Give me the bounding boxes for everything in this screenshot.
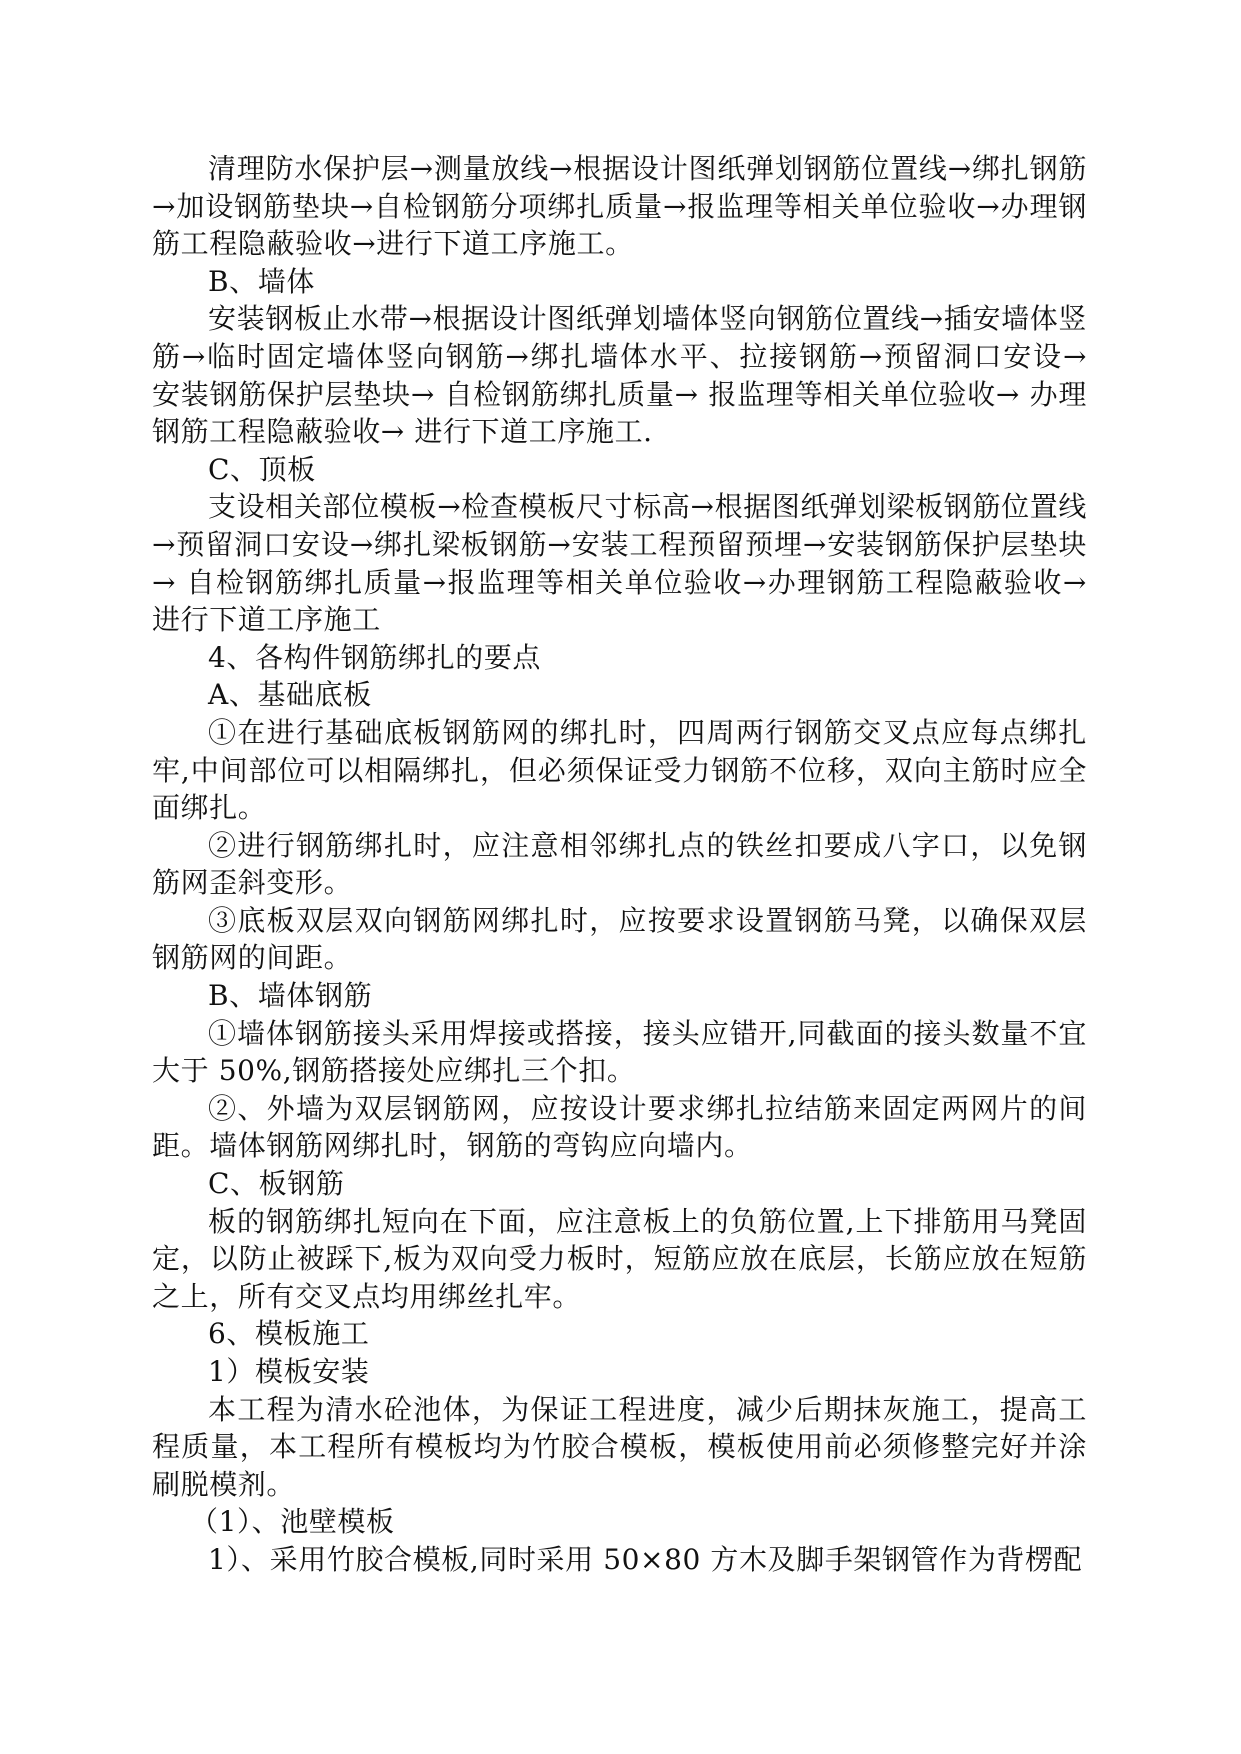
- paragraph-wall-rebar-point-1: ①墙体钢筋接头采用焊接或搭接，接头应错开,同截面的接头数量不宜大于 50%,钢筋搭接处应绑扎三个扣。: [152, 1016, 1087, 1088]
- paragraph-wall-rebar-point-2: ②、外墙为双层钢筋网，应按设计要求绑扎拉结筋来固定两网片的间距。墙体钢筋网绑扎时，钢筋的弯钩应向墙内。: [152, 1091, 1087, 1163]
- document-page: [152, 150, 1087, 1579]
- paragraph-pool-wall-formwork-1: 1）、采用竹胶合模板,同时采用 50×80 方木及脚手架钢管作为背楞配: [208, 1542, 1083, 1576]
- paragraph-foundation-point-2: ②进行钢筋绑扎时，应注意相邻绑扎点的铁丝扣要成八字口，以免钢筋网歪斜变形。: [152, 828, 1087, 900]
- heading-wall: B、墙体: [208, 264, 315, 298]
- paragraph-wall-rebar-process: 安装钢板止水带→根据设计图纸弹划墙体竖向钢筋位置线→插安墙体竖筋→临时固定墙体竖向钢筋→绑扎墙体水平、拉接钢筋→预留洞口安设→ 安装钢筋保护层垫块→ 自检钢筋绑扎质量→ 报监理等相关单位验收→ 办理钢筋工程隐蔽验收→ 进行下道工序施工.: [152, 302, 1087, 449]
- paragraph-formwork-intro: 本工程为清水砼池体，为保证工程进度，减少后期抹灰施工，提高工程质量，本工程所有模板均为竹胶合模板，模板使用前必须修整完好并涂刷脱模剂。: [152, 1392, 1087, 1501]
- heading-roof-slab: C、顶板: [208, 452, 316, 486]
- heading-rebar-key-points: 4、各构件钢筋绑扎的要点: [208, 640, 542, 674]
- heading-formwork: 6、模板施工: [208, 1317, 370, 1351]
- heading-foundation-slab: A、基础底板: [208, 678, 372, 712]
- heading-slab-rebar: C、板钢筋: [208, 1167, 345, 1201]
- paragraph-floor-rebar-process: 清理防水保护层→测量放线→根据设计图纸弹划钢筋位置线→绑扎钢筋→加设钢筋垫块→自检钢筋分项绑扎质量→报监理等相关单位验收→办理钢筋工程隐蔽验收→进行下道工序施工。: [152, 152, 1087, 261]
- paragraph-slab-rebar: 板的钢筋绑扎短向在下面，应注意板上的负筋位置,上下排筋用马凳固定，以防止被踩下,板为双向受力板时，短筋应放在底层，长筋应放在短筋之上，所有交叉点均用绑丝扎牢。: [152, 1204, 1087, 1313]
- heading-formwork-installation: 1）模板安装: [208, 1355, 370, 1388]
- heading-pool-wall-formwork: （1）、池壁模板: [190, 1505, 395, 1539]
- heading-wall-rebar: B、墙体钢筋: [208, 979, 373, 1013]
- paragraph-foundation-point-1: ①在进行基础底板钢筋网的绑扎时，四周两行钢筋交叉点应每点绑扎牢,中间部位可以相隔绑扎，但必须保证受力钢筋不位移，双向主筋时应全面绑扎。: [152, 715, 1087, 825]
- paragraph-roof-slab-process: 支设相关部位模板→检查模板尺寸标高→根据图纸弹划梁板钢筋位置线→预留洞口安设→绑扎梁板钢筋→安装工程预留预埋→安装钢筋保护层垫块→ 自检钢筋绑扎质量→报监理等相关单位验收→办理钢筋工程隐蔽验收→进行下道工序施工: [152, 490, 1087, 637]
- paragraph-foundation-point-3: ③底板双层双向钢筋网绑扎时，应按要求设置钢筋马凳，以确保双层钢筋网的间距。: [152, 903, 1087, 975]
